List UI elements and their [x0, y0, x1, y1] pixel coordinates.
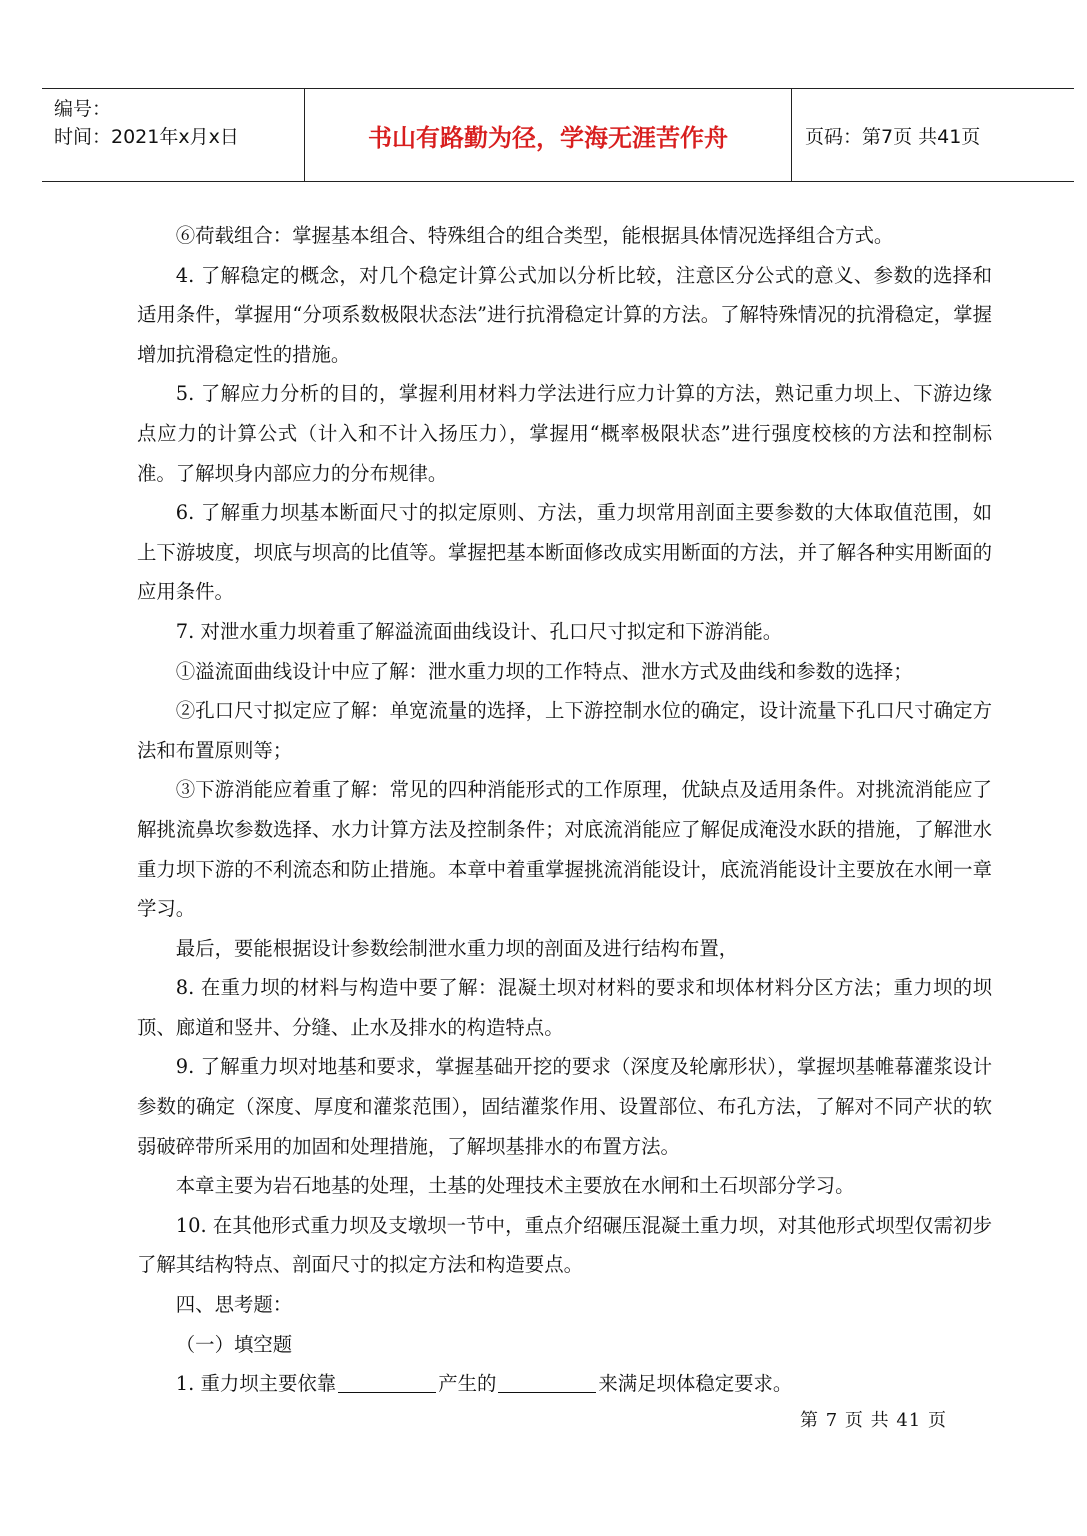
paragraph: ⑥荷载组合：掌握基本组合、特殊组合的组合类型，能根据具体情况选择组合方式。	[175, 224, 894, 247]
paragraph: 9. 了解重力坝对地基和要求，掌握基础开挖的要求（深度及轮廓形状），掌握坝基帷幕灌浆设计参数的确定（深度、厚度和灌浆范围），固结灌浆作用、设置部位、布孔方法，了解对不同产状的软弱破碎带所采用的加固和处理措施，了解坝基排水的布置方法。	[137, 1055, 992, 1158]
paragraph: 最后，要能根据设计参数绘制泄水重力坝的剖面及进行结构布置，	[175, 936, 739, 960]
question-text: 产生的	[438, 1372, 497, 1396]
paragraph: 10. 在其他形式重力坝及支墩坝一节中，重点介绍碾压混凝土重力坝，对其他形式坝型仅需初步了解其结构特点、剖面尺寸的拟定方法和构造要点。	[137, 1213, 992, 1277]
header-meta	[42, 89, 305, 181]
paragraph: ②孔口尺寸拟定应了解：单宽流量的选择，上下游控制水位的确定，设计流量下孔口尺寸确定方法和布置原则等；	[137, 699, 992, 762]
header-motto: 书山有路勤为径，学海无涯苦作舟	[305, 89, 792, 181]
paragraph: 本章主要为岩石地基的处理，土基的处理技术主要放在水闸和土石坝部分学习。	[175, 1174, 855, 1198]
serial-label: 编号：	[54, 98, 112, 120]
paragraph: 6. 了解重力坝基本断面尺寸的拟定原则、方法，重力坝常用剖面主要参数的大体取值范围，如上下游坡度，坝底与坝高的比值等。掌握把基本断面修改成实用断面的方法，并了解各种实用断面的应用条件。	[137, 501, 992, 604]
paragraph: ①溢流面曲线设计中应了解：泄水重力坝的工作特点、泄水方式及曲线和参数的选择；	[175, 659, 913, 683]
time-label: 时间：2021年x月x日	[54, 126, 239, 148]
document-body	[137, 216, 992, 1404]
paragraph: ③下游消能应着重了解：常见的四种消能形式的工作原理，优缺点及适用条件。对挑流消能应了解挑流鼻坎参数选择、水力计算方法及控制条件；对底流消能应了解促成淹没水跃的措施，了解泄水重力坝下游的不利流态和防止措施。本章中着重掌握挑流消能设计，底流消能设计主要放在水闸一章学习。	[137, 778, 992, 921]
paragraph: 4. 了解稳定的概念，对几个稳定计算公式加以分析比较，注意区分公式的意义、参数的选择和适用条件，掌握用“分项系数极限状态法”进行抗滑稳定计算的方法。了解特殊情况的抗滑稳定，掌握增加抗滑稳定性的措施。	[137, 263, 992, 366]
answer-blank[interactable]	[498, 1373, 596, 1393]
page-header	[42, 88, 1074, 182]
paragraph: 7. 对泄水重力坝着重了解溢流面曲线设计、孔口尺寸拟定和下游消能。	[175, 619, 783, 643]
section-heading: 四、思考题：	[175, 1293, 293, 1317]
subsection-heading: （一）填空题	[175, 1332, 293, 1356]
paragraph: 8. 在重力坝的材料与构造中要了解：混凝土坝对材料的要求和坝体材料分区方法；重力坝的坝顶、廊道和竖井、分缝、止水及排水的构造特点。	[137, 976, 992, 1039]
header-page-info: 页码：第7页 共41页	[805, 125, 981, 148]
question-text: 1. 重力坝主要依靠	[175, 1372, 337, 1396]
paragraph: 5. 了解应力分析的目的，掌握利用材料力学法进行应力计算的方法，熟记重力坝上、下游边缘点应力的计算公式（计入和不计入扬压力），掌握用“概率极限状态”进行强度校核的方法和控制标准。了解坝身内部应力的分布规律。	[137, 382, 992, 485]
fill-in-question	[137, 1364, 992, 1404]
page-footer: 第 7 页 共 41 页	[800, 1410, 947, 1431]
answer-blank[interactable]	[338, 1373, 436, 1393]
question-text: 来满足坝体稳定要求。	[598, 1372, 793, 1396]
